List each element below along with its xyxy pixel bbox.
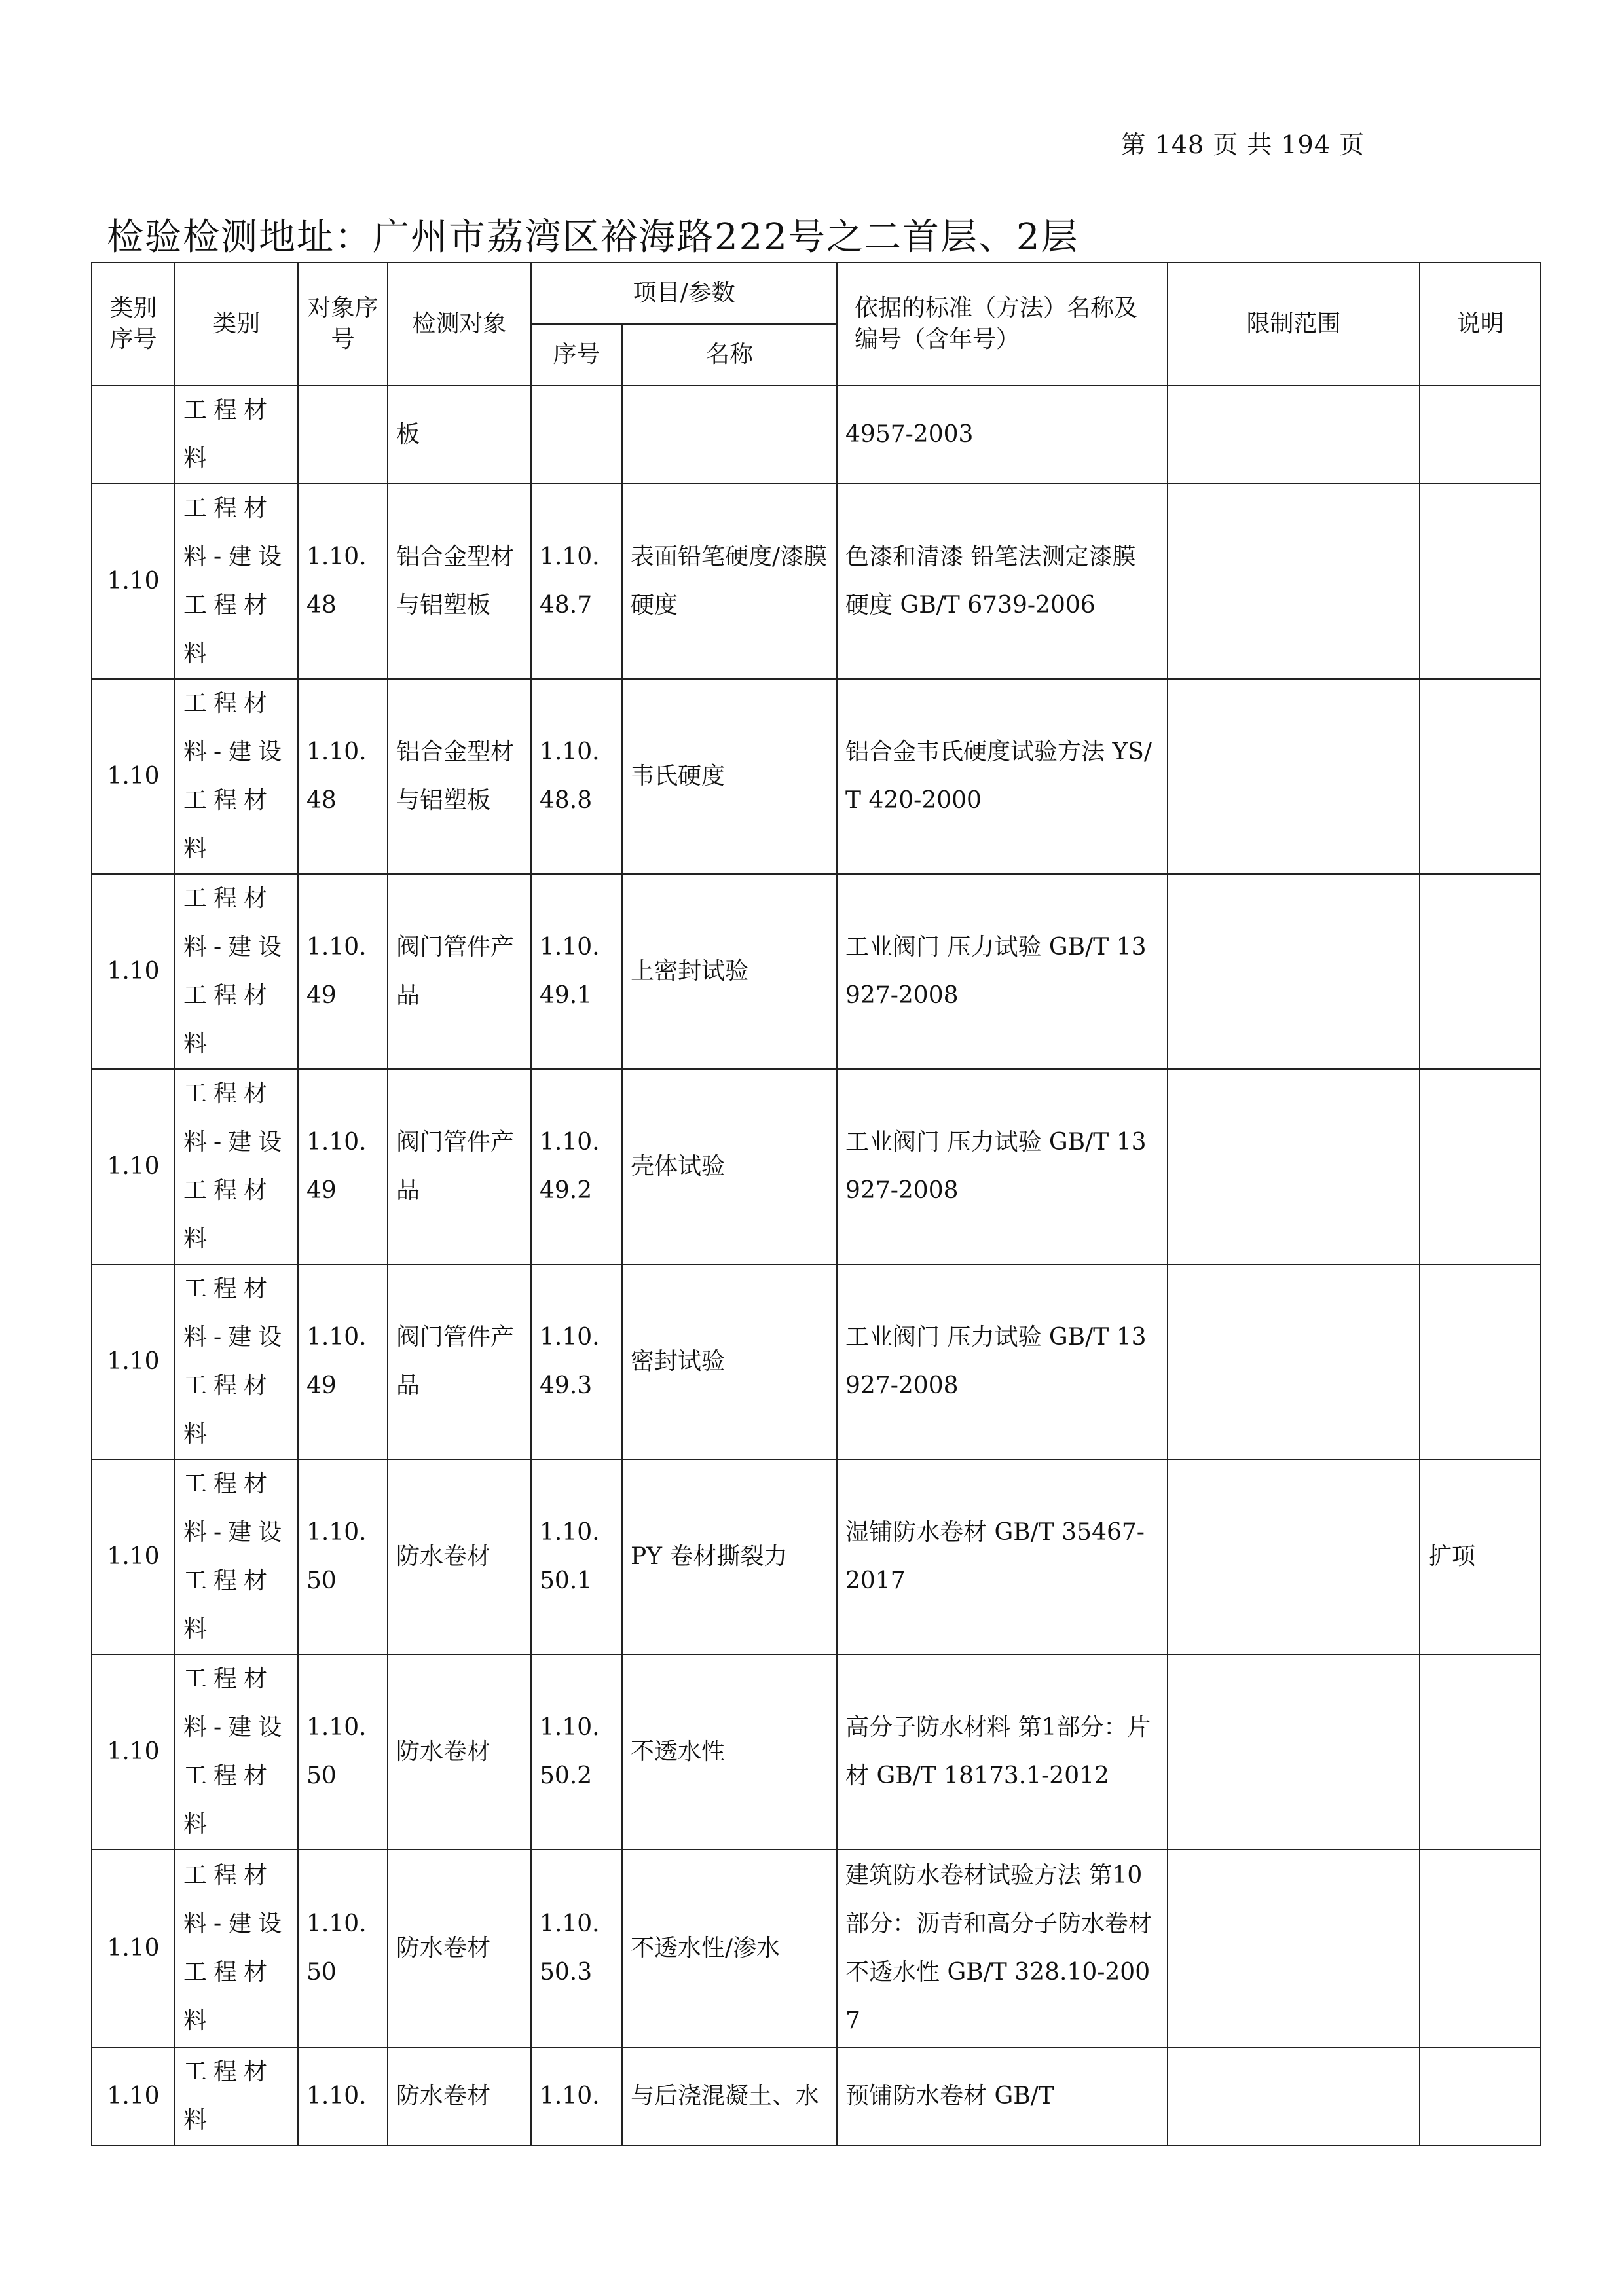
limit-range — [1168, 1850, 1420, 2047]
remarks — [1420, 2047, 1541, 2145]
header-item-number: 序号 — [531, 324, 622, 386]
test-object: 阀门管件产品 — [388, 874, 531, 1069]
item-number: 1.10.50.1 — [531, 1459, 622, 1654]
category: 工程材料-建设工程材料 — [175, 1850, 298, 2047]
table-row — [92, 1459, 1541, 1654]
table-row — [92, 484, 1541, 679]
limit-range — [1168, 484, 1420, 679]
category-number: 1.10 — [92, 484, 175, 679]
limit-range — [1168, 386, 1420, 484]
object-number: 1.10.48 — [298, 484, 388, 679]
item-number: 1.10.48.7 — [531, 484, 622, 679]
standard: 预铺防水卷材 GB/T — [837, 2047, 1168, 2145]
item-number: 1.10.50.2 — [531, 1654, 622, 1850]
item-name: 密封试验 — [622, 1264, 837, 1459]
item-name: 表面铅笔硬度/漆膜硬度 — [622, 484, 837, 679]
limit-range — [1168, 1264, 1420, 1459]
table-row — [92, 1850, 1541, 2047]
standard: 铝合金韦氏硬度试验方法 YS/T 420-2000 — [837, 679, 1168, 874]
header-category: 类别 — [175, 263, 298, 386]
test-object: 板 — [388, 386, 531, 484]
limit-range — [1168, 874, 1420, 1069]
category: 工程材料-建设工程材料 — [175, 679, 298, 874]
header-category-number: 类别序号 — [92, 263, 175, 386]
category-number: 1.10 — [92, 1069, 175, 1264]
test-object: 防水卷材 — [388, 2047, 531, 2145]
category-number: 1.10 — [92, 679, 175, 874]
item-number: 1.10.49.3 — [531, 1264, 622, 1459]
category-number: 1.10 — [92, 1264, 175, 1459]
standard: 高分子防水材料 第1部分：片材 GB/T 18173.1-2012 — [837, 1654, 1168, 1850]
remarks — [1420, 1850, 1541, 2047]
test-object: 防水卷材 — [388, 1459, 531, 1654]
header-standard: 依据的标准（方法）名称及编号（含年号） — [837, 263, 1168, 386]
remarks — [1420, 1264, 1541, 1459]
category: 工程材料-建设工程材料 — [175, 1654, 298, 1850]
header-item-name: 名称 — [622, 324, 837, 386]
header-remarks: 说明 — [1420, 263, 1541, 386]
object-number: 1.10.49 — [298, 1069, 388, 1264]
item-name: PY 卷材撕裂力 — [622, 1459, 837, 1654]
item-name: 与后浇混凝土、水 — [622, 2047, 837, 2145]
table-row — [92, 874, 1541, 1069]
remarks — [1420, 874, 1541, 1069]
object-number — [298, 386, 388, 484]
category-number: 1.10 — [92, 1459, 175, 1654]
header-object-number: 对象序号 — [298, 263, 388, 386]
standard: 工业阀门 压力试验 GB/T 13927-2008 — [837, 874, 1168, 1069]
remarks — [1420, 1654, 1541, 1850]
accreditation-scope-table — [91, 262, 1541, 2146]
object-number: 1.10.49 — [298, 874, 388, 1069]
item-number: 1.10.48.8 — [531, 679, 622, 874]
item-name: 壳体试验 — [622, 1069, 837, 1264]
category-number: 1.10 — [92, 874, 175, 1069]
category-number — [92, 386, 175, 484]
category: 工程材料 — [175, 386, 298, 484]
item-name: 上密封试验 — [622, 874, 837, 1069]
category-number: 1.10 — [92, 1654, 175, 1850]
table-row — [92, 386, 1541, 484]
category: 工程材料-建设工程材料 — [175, 1264, 298, 1459]
table-row — [92, 1264, 1541, 1459]
remarks — [1420, 679, 1541, 874]
standard: 色漆和清漆 铅笔法测定漆膜硬度 GB/T 6739-2006 — [837, 484, 1168, 679]
category-number: 1.10 — [92, 1850, 175, 2047]
table-row — [92, 679, 1541, 874]
header-limit-range: 限制范围 — [1168, 263, 1420, 386]
category-number: 1.10 — [92, 2047, 175, 2145]
header-item-parameter: 项目/参数 — [531, 263, 837, 324]
test-object: 铝合金型材与铝塑板 — [388, 484, 531, 679]
item-number — [531, 386, 622, 484]
test-object: 防水卷材 — [388, 1654, 531, 1850]
limit-range — [1168, 1069, 1420, 1264]
category: 工程材料 — [175, 2047, 298, 2145]
standard: 湿铺防水卷材 GB/T 35467-2017 — [837, 1459, 1168, 1654]
item-name: 不透水性/渗水 — [622, 1850, 837, 2047]
item-name: 不透水性 — [622, 1654, 837, 1850]
remarks — [1420, 386, 1541, 484]
object-number: 1.10. — [298, 2047, 388, 2145]
object-number: 1.10.50 — [298, 1654, 388, 1850]
table-row — [92, 1069, 1541, 1264]
page-number: 第 148 页 共 194 页 — [1120, 130, 1365, 159]
object-number: 1.10.48 — [298, 679, 388, 874]
item-number: 1.10.50.3 — [531, 1850, 622, 2047]
table-row — [92, 2047, 1541, 2145]
header-test-object: 检测对象 — [388, 263, 531, 386]
remarks: 扩项 — [1420, 1459, 1541, 1654]
object-number: 1.10.50 — [298, 1459, 388, 1654]
limit-range — [1168, 679, 1420, 874]
standard: 建筑防水卷材试验方法 第10部分：沥青和高分子防水卷材 不透水性 GB/T 328.10-2007 — [837, 1850, 1168, 2047]
limit-range — [1168, 2047, 1420, 2145]
item-name — [622, 386, 837, 484]
standard: 4957-2003 — [837, 386, 1168, 484]
test-object: 防水卷材 — [388, 1850, 531, 2047]
item-name: 韦氏硬度 — [622, 679, 837, 874]
item-number: 1.10. — [531, 2047, 622, 2145]
remarks — [1420, 1069, 1541, 1264]
category: 工程材料-建设工程材料 — [175, 484, 298, 679]
item-number: 1.10.49.2 — [531, 1069, 622, 1264]
inspection-address: 检验检测地址：广州市荔湾区裕海路222号之二首层、2层 — [107, 216, 1079, 259]
category: 工程材料-建设工程材料 — [175, 874, 298, 1069]
object-number: 1.10.50 — [298, 1850, 388, 2047]
test-object: 阀门管件产品 — [388, 1069, 531, 1264]
test-object: 阀门管件产品 — [388, 1264, 531, 1459]
table-row — [92, 1654, 1541, 1850]
category: 工程材料-建设工程材料 — [175, 1069, 298, 1264]
standard: 工业阀门 压力试验 GB/T 13927-2008 — [837, 1264, 1168, 1459]
remarks — [1420, 484, 1541, 679]
standard: 工业阀门 压力试验 GB/T 13927-2008 — [837, 1069, 1168, 1264]
item-number: 1.10.49.1 — [531, 874, 622, 1069]
object-number: 1.10.49 — [298, 1264, 388, 1459]
category: 工程材料-建设工程材料 — [175, 1459, 298, 1654]
test-object: 铝合金型材与铝塑板 — [388, 679, 531, 874]
limit-range — [1168, 1459, 1420, 1654]
limit-range — [1168, 1654, 1420, 1850]
